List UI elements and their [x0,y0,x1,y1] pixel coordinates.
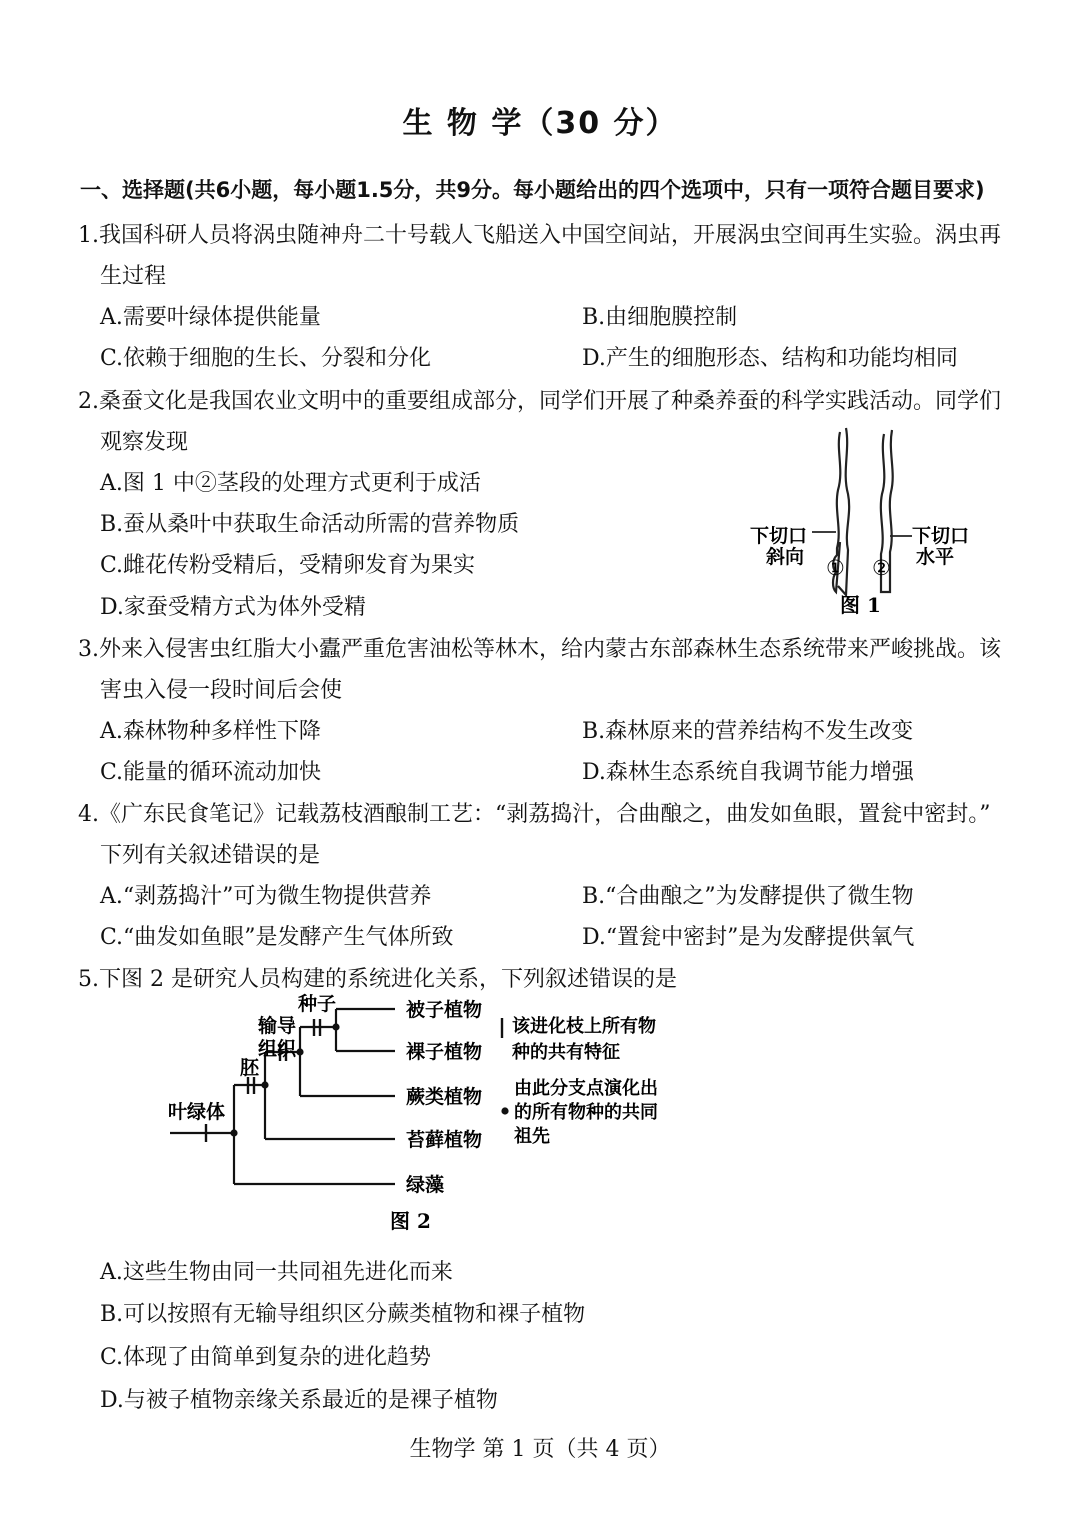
taxon-angiosperm: 被子植物 [406,999,483,1021]
fig1-left-label-2: 斜向 [766,546,805,568]
trait-vascular-label-1: 输导 [258,1015,297,1037]
taxon-gymnosperm: 裸子植物 [406,1041,483,1063]
q4-option-b: B.“合曲酿之”为发酵提供了微生物 [582,884,914,909]
q5-option-a: A.这些生物由同一共同祖先进化而来 [100,1260,453,1285]
figure-1-stem-cuttings [740,420,990,620]
fig1-right-label-2: 水平 [916,546,955,568]
q3-option-c: C.能量的循环流动加快 [100,760,322,785]
fig1-caption: 图 1 [840,593,881,617]
page-title: 生 物 学（30 分） [402,106,678,141]
fig1-mark-2: ② [872,556,891,580]
trait-vascular-label-2: 组织 [258,1038,297,1060]
q5-option-d: D.与被子植物亲缘关系最近的是裸子植物 [100,1388,498,1413]
trait-seed-label: 种子 [298,993,337,1015]
q3-option-d: D.森林生态系统自我调节能力增强 [582,760,914,785]
taxon-fern: 蕨类植物 [406,1086,483,1108]
q3-stem-line1: 3.外来入侵害虫红脂大小蠹严重危害油松等林木，给内蒙古东部森林生态系统带来严峻挑战。该 [78,637,1001,662]
q1-stem-line2: 生过程 [100,264,167,289]
fig1-right-label-1: 下切口 [912,525,970,547]
legend-dot-text-1: 由此分支点演化出 [514,1078,658,1099]
q1-option-c: C.依赖于细胞的生长、分裂和分化 [100,346,432,371]
q4-stem-line1: 4.《广东民食笔记》记载荔枝酒酿制工艺：“剥荔捣汁，合曲酿之，曲发如鱼眼，置瓮中密封。” [78,802,991,827]
legend-bar-text-2: 种的共有特征 [512,1042,620,1063]
fig2-caption: 图 2 [390,1209,431,1233]
q1-option-a: A.需要叶绿体提供能量 [100,305,321,330]
legend-dot-symbol [501,1107,508,1114]
q5-stem-line1: 5.下图 2 是研究人员构建的系统进化关系，下列叙述错误的是 [78,967,677,992]
q3-stem-line2: 害虫入侵一段时间后会使 [100,678,343,703]
legend-dot-text-2: 的所有物种的共同 [514,1102,658,1123]
trait-embryo-label: 胚 [240,1057,260,1079]
q2-option-c: C.雌花传粉受精后，受精卵发育为果实 [100,553,476,578]
q5-option-c: C.体现了由简单到复杂的进化趋势 [100,1345,432,1370]
q1-option-b: B.由细胞膜控制 [582,305,738,330]
q3-option-b: B.森林原来的营养结构不发生改变 [582,719,914,744]
fig1-mark-1: ① [826,556,845,580]
q1-option-d: D.产生的细胞形态、结构和功能均相同 [582,346,958,371]
trait-chlorophyll-label: 叶绿体 [168,1101,226,1123]
q4-option-a: A.“剥荔捣汁”可为微生物提供营养 [100,884,432,909]
fig1-left-label-1: 下切口 [750,525,808,547]
q2-stem-line2: 观察发现 [100,430,189,455]
q4-stem-line2: 下列有关叙述错误的是 [100,843,321,868]
section-heading: 一、选择题(共6小题，每小题1.5分，共9分。每小题给出的四个选项中，只有一项符合题目要求) [80,178,985,202]
legend-bar-text-1: 该进化枝上所有物 [512,1016,656,1037]
q2-option-a: A.图 1 中②茎段的处理方式更利于成活 [100,471,481,496]
q2-stem-line1: 2.桑蚕文化是我国农业文明中的重要组成部分，同学们开展了种桑养蚕的科学实践活动。同学们 [78,389,1001,414]
q2-option-d: D.家蚕受精方式为体外受精 [100,595,366,620]
q5-option-b: B.可以按照有无输导组织区分蕨类植物和裸子植物 [100,1302,586,1327]
q4-option-c: C.“曲发如鱼眼”是发酵产生气体所致 [100,925,454,950]
taxon-green-algae: 绿藻 [406,1174,445,1196]
q4-option-d: D.“置瓮中密封”是为发酵提供氧气 [582,925,915,950]
taxon-moss: 苔藓植物 [406,1129,483,1151]
q3-option-a: A.森林物种多样性下降 [100,719,321,744]
q2-option-b: B.蚕从桑叶中获取生命活动所需的营养物质 [100,512,520,537]
page-footer: 生物学 第 1 页（共 4 页） [409,1437,671,1462]
legend-dot-text-3: 祖先 [514,1126,550,1147]
q1-stem-line1: 1.我国科研人员将涡虫随神舟二十号载人飞船送入中国空间站，开展涡虫空间再生实验。涡虫再 [78,223,1001,248]
figure-2-cladogram [150,990,710,1238]
